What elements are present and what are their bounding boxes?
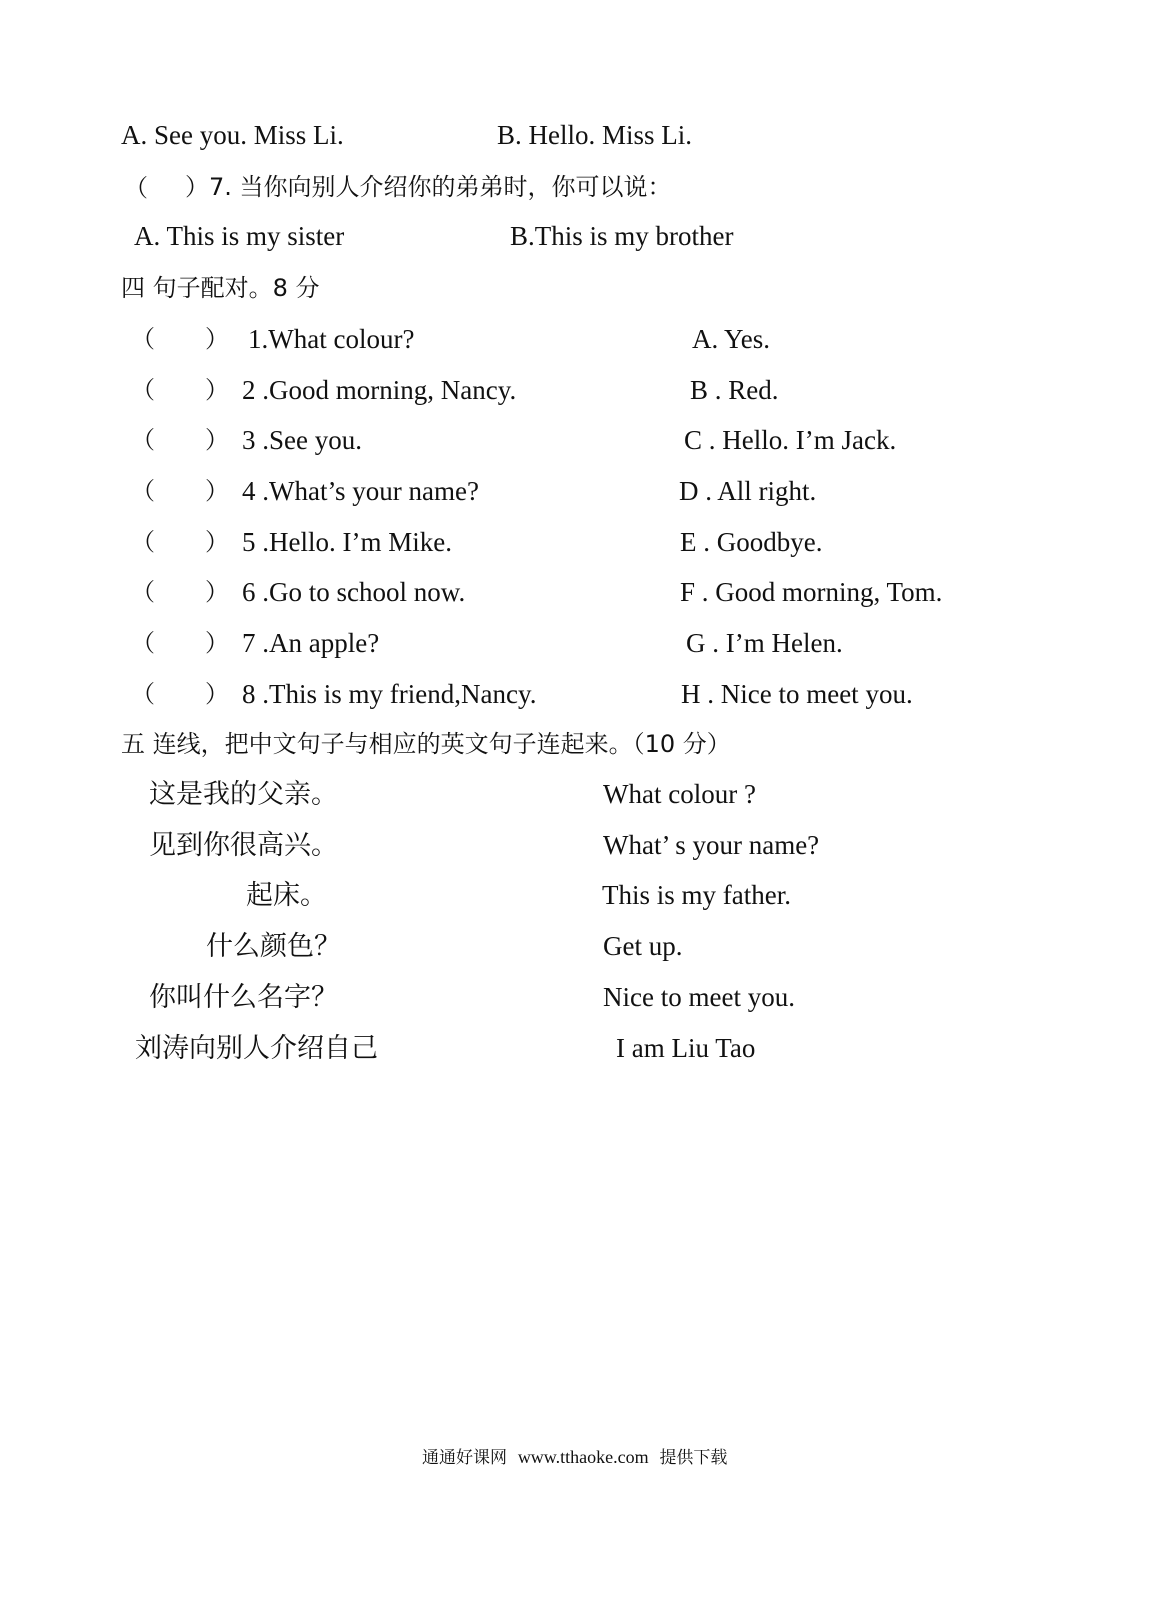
match-answer: B . Red.: [690, 375, 779, 405]
q7-prompt: ）7. 当你向别人介绍你的弟弟时，你可以说：: [185, 173, 672, 201]
footer-site-name: 通通好课网: [422, 1448, 507, 1468]
chinese-sentence: 这是我的父亲。: [149, 779, 338, 810]
q7-option-b: B.This is my brother: [510, 221, 734, 251]
match-question: 2 .Good morning, Nancy.: [242, 375, 517, 405]
match-question: 7 .An apple?: [242, 628, 380, 658]
answer-paren-open: （: [131, 325, 155, 353]
chinese-sentence: 你叫什么名字？: [149, 982, 338, 1013]
section5-heading: 五 连线，把中文句子与相应的英文句子连起来。（10 分）: [121, 730, 731, 758]
english-sentence: Get up.: [603, 931, 683, 961]
answer-paren-open: （: [131, 629, 155, 657]
answer-paren-open: （: [131, 426, 155, 454]
english-sentence: Nice to meet you.: [603, 982, 795, 1012]
answer-paren-close: ）: [205, 426, 229, 454]
match-question: 4 .What’s your name?: [242, 476, 479, 506]
answer-paren-close: ）: [205, 578, 229, 606]
english-sentence: What colour ?: [603, 779, 756, 809]
answer-paren-open: （: [131, 578, 155, 606]
match-answer: G . I’m Helen.: [686, 628, 843, 658]
answer-paren-open: （: [131, 376, 155, 404]
section4-heading: 四 句子配对。8 分: [121, 274, 320, 302]
chinese-sentence: 刘涛向别人介绍自己: [135, 1033, 378, 1064]
answer-paren-open: （: [131, 477, 155, 505]
q6-option-a: A. See you. Miss Li.: [121, 120, 344, 150]
answer-paren-close: ）: [205, 477, 229, 505]
footer-suffix: 提供下载: [659, 1448, 728, 1468]
match-question: 6 .Go to school now.: [242, 577, 466, 607]
answer-paren-close: ）: [205, 680, 229, 708]
answer-paren-close: ）: [205, 376, 229, 404]
chinese-sentence: 起床。: [246, 880, 327, 911]
match-question: 5 .Hello. I’m Mike.: [242, 527, 452, 557]
answer-paren-open: （: [131, 680, 155, 708]
footer-url[interactable]: www.tthaoke.com: [517, 1447, 649, 1467]
match-answer: H . Nice to meet you.: [681, 679, 913, 709]
answer-paren-close: ）: [205, 325, 229, 353]
match-question: 3 .See you.: [242, 425, 362, 455]
q7-option-a: A. This is my sister: [134, 221, 345, 251]
chinese-sentence: 什么颜色？: [206, 931, 341, 962]
match-question: 8 .This is my friend,Nancy.: [242, 679, 537, 709]
answer-paren-close: ）: [205, 528, 229, 556]
match-answer: C . Hello. I’m Jack.: [684, 425, 897, 455]
match-answer: D . All right.: [679, 476, 817, 506]
match-answer: A. Yes.: [692, 324, 771, 354]
answer-paren-open: （: [131, 528, 155, 556]
q7-paren-open: （: [124, 174, 148, 202]
chinese-sentence: 见到你很高兴。: [149, 830, 338, 861]
match-question: 1.What colour?: [248, 324, 415, 354]
answer-paren-close: ）: [205, 629, 229, 657]
match-answer: F . Good morning, Tom.: [680, 577, 943, 607]
english-sentence: This is my father.: [602, 880, 791, 910]
english-sentence: I am Liu Tao: [616, 1033, 756, 1063]
match-answer: E . Goodbye.: [680, 527, 823, 557]
page-footer: [422, 1448, 727, 1467]
english-sentence: What’ s your name?: [603, 830, 820, 860]
q6-option-b: B. Hello. Miss Li.: [497, 120, 693, 150]
